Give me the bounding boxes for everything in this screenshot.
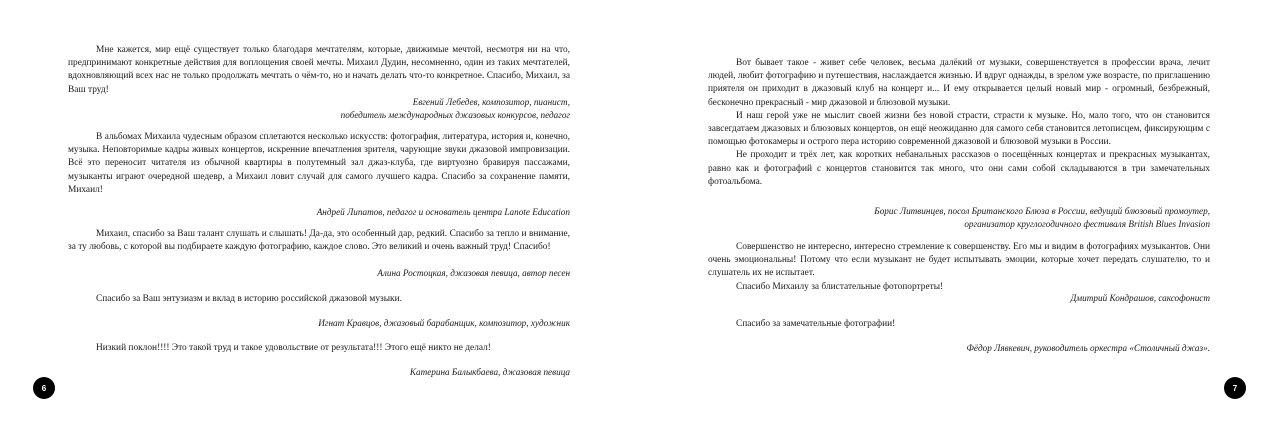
quote-signature: Фёдор Лявкевич, руководитель оркестра «Столичный джаз».	[966, 343, 1210, 353]
quote-signature: Евгений Лебедев, композитор, пианист, победитель международных джазовых конкурсов, педагог	[340, 97, 570, 121]
quote-text: Спасибо за замечательные фотографии!	[736, 319, 896, 329]
right-page	[640, 0, 1280, 426]
quote-signature: Игнат Кравцов, джазовый барабанщик, композитор, художник	[318, 318, 570, 328]
quote-text: Спасибо за Ваш энтузиазм и вклад в историю российской джазовой музыки.	[96, 294, 402, 304]
page-number: 7	[1224, 377, 1246, 399]
quote-signature: Андрей Липатов, педагог и основатель центра Lanote Education	[316, 207, 570, 217]
quote-signature: Катерина Балыкбаева, джазовая певица	[409, 367, 570, 377]
page-number: 6	[33, 377, 55, 399]
quote-text: В альбомах Михаила чудесным образом сплетаются несколько искусств: фотография, литература, история и, конечно, музыка. Неповторимые кадры живых концертов, искренние впечатления зрителя, чарующие звуки джазовой импровизации. Всё это переносит читателя из обычной квартиры в полутемный зал джаз-клуба, где виртуозно бравируя пассажами, музыканты играют очередной шедевр, а Михаил ловит случай для самого лучшего кадра. Спасибо за сохранение памяти, Михаил!	[68, 132, 570, 195]
quote-signature: Борис Литвинцев, посол Британского Блюза в России, ведущий блюзовый промоутер, организатор круглогодичного фестиваля British Blues Invasion	[874, 206, 1210, 230]
quote-text: Мне кажется, мир ещё существует только благодаря мечтателям, которые, движимые мечтой, несмотря ни на что, предпринимают конкретные действия для воплощения своей мечты. Михаил Дудин, несомненно, один из таких мечтателей, вдохновляющий всех нас не только продолжать мечтать о чём-то, но и начать делать что-то конкретное. Спасибо, Михаил, за Ваш труд!	[68, 45, 570, 95]
quote-signature: Дмитрий Кондрашов, саксофонист	[1070, 293, 1210, 303]
quote-signature: Алина Ростоцкая, джазовая певица, автор песен	[377, 268, 570, 278]
quote-text: Вот бывает такое - живет себе человек, весьма далёкий от музыки, совершенствуется в профессии врача, лечит людей, любит фотографию и путешествия, наслаждается жизнью. И вдруг однажды, в зрелом уже возрасте, по приглашению приятеля он приходит в джазовый клуб на концерт и... И ему открывается целый новый мир - огромный, безбрежный, бесконечно прекрасный - мир джазовой и блюзовой музыки. И наш герой уже не мыслит своей жизни без новой страсти, страсти к музыке. Но, мало того, что он становится завсегдатаем джазовых и блюзовых концертов, он ещё неожиданно для самого себя становится летописцем, фиксирующим с помощью фотокамеры и острого пера историю современной джазовой и блюзовой музыки в России. Не проходит и трёх лет, как коротких небанальных рассказов о посещённых концертах и прекрасных музыкантах, равно как и фотографий с концертов становится так много, что они сами собой складываются в три замечательных фотоальбома.	[708, 58, 1210, 187]
quote-text: Михаил, спасибо за Ваш талант слушать и слышать! Да-да, это особенный дар, редкий. Спасибо за тепло и внимание, за ту любовь, с которой вы подбираете каждую фотографию, каждое слово. Это великий и очень важный труд! Спасибо!	[68, 229, 570, 253]
quote-text: Низкий поклон!!!! Это такой труд и такое удовольствие от результата!!! Этого ещё никто не делал!	[96, 343, 491, 353]
quote-text: Совершенство не интересно, интересно стремление к совершенству. Его мы и видим в фотографиях музыкантов. Они очень эмоциональны! Потому что если музыкант не будет испытывать эмоции, которые хочет передать слушателю, то и слушатель их не испытает. Спасибо Михаилу за блистательные фотопортреты!	[708, 242, 1210, 292]
